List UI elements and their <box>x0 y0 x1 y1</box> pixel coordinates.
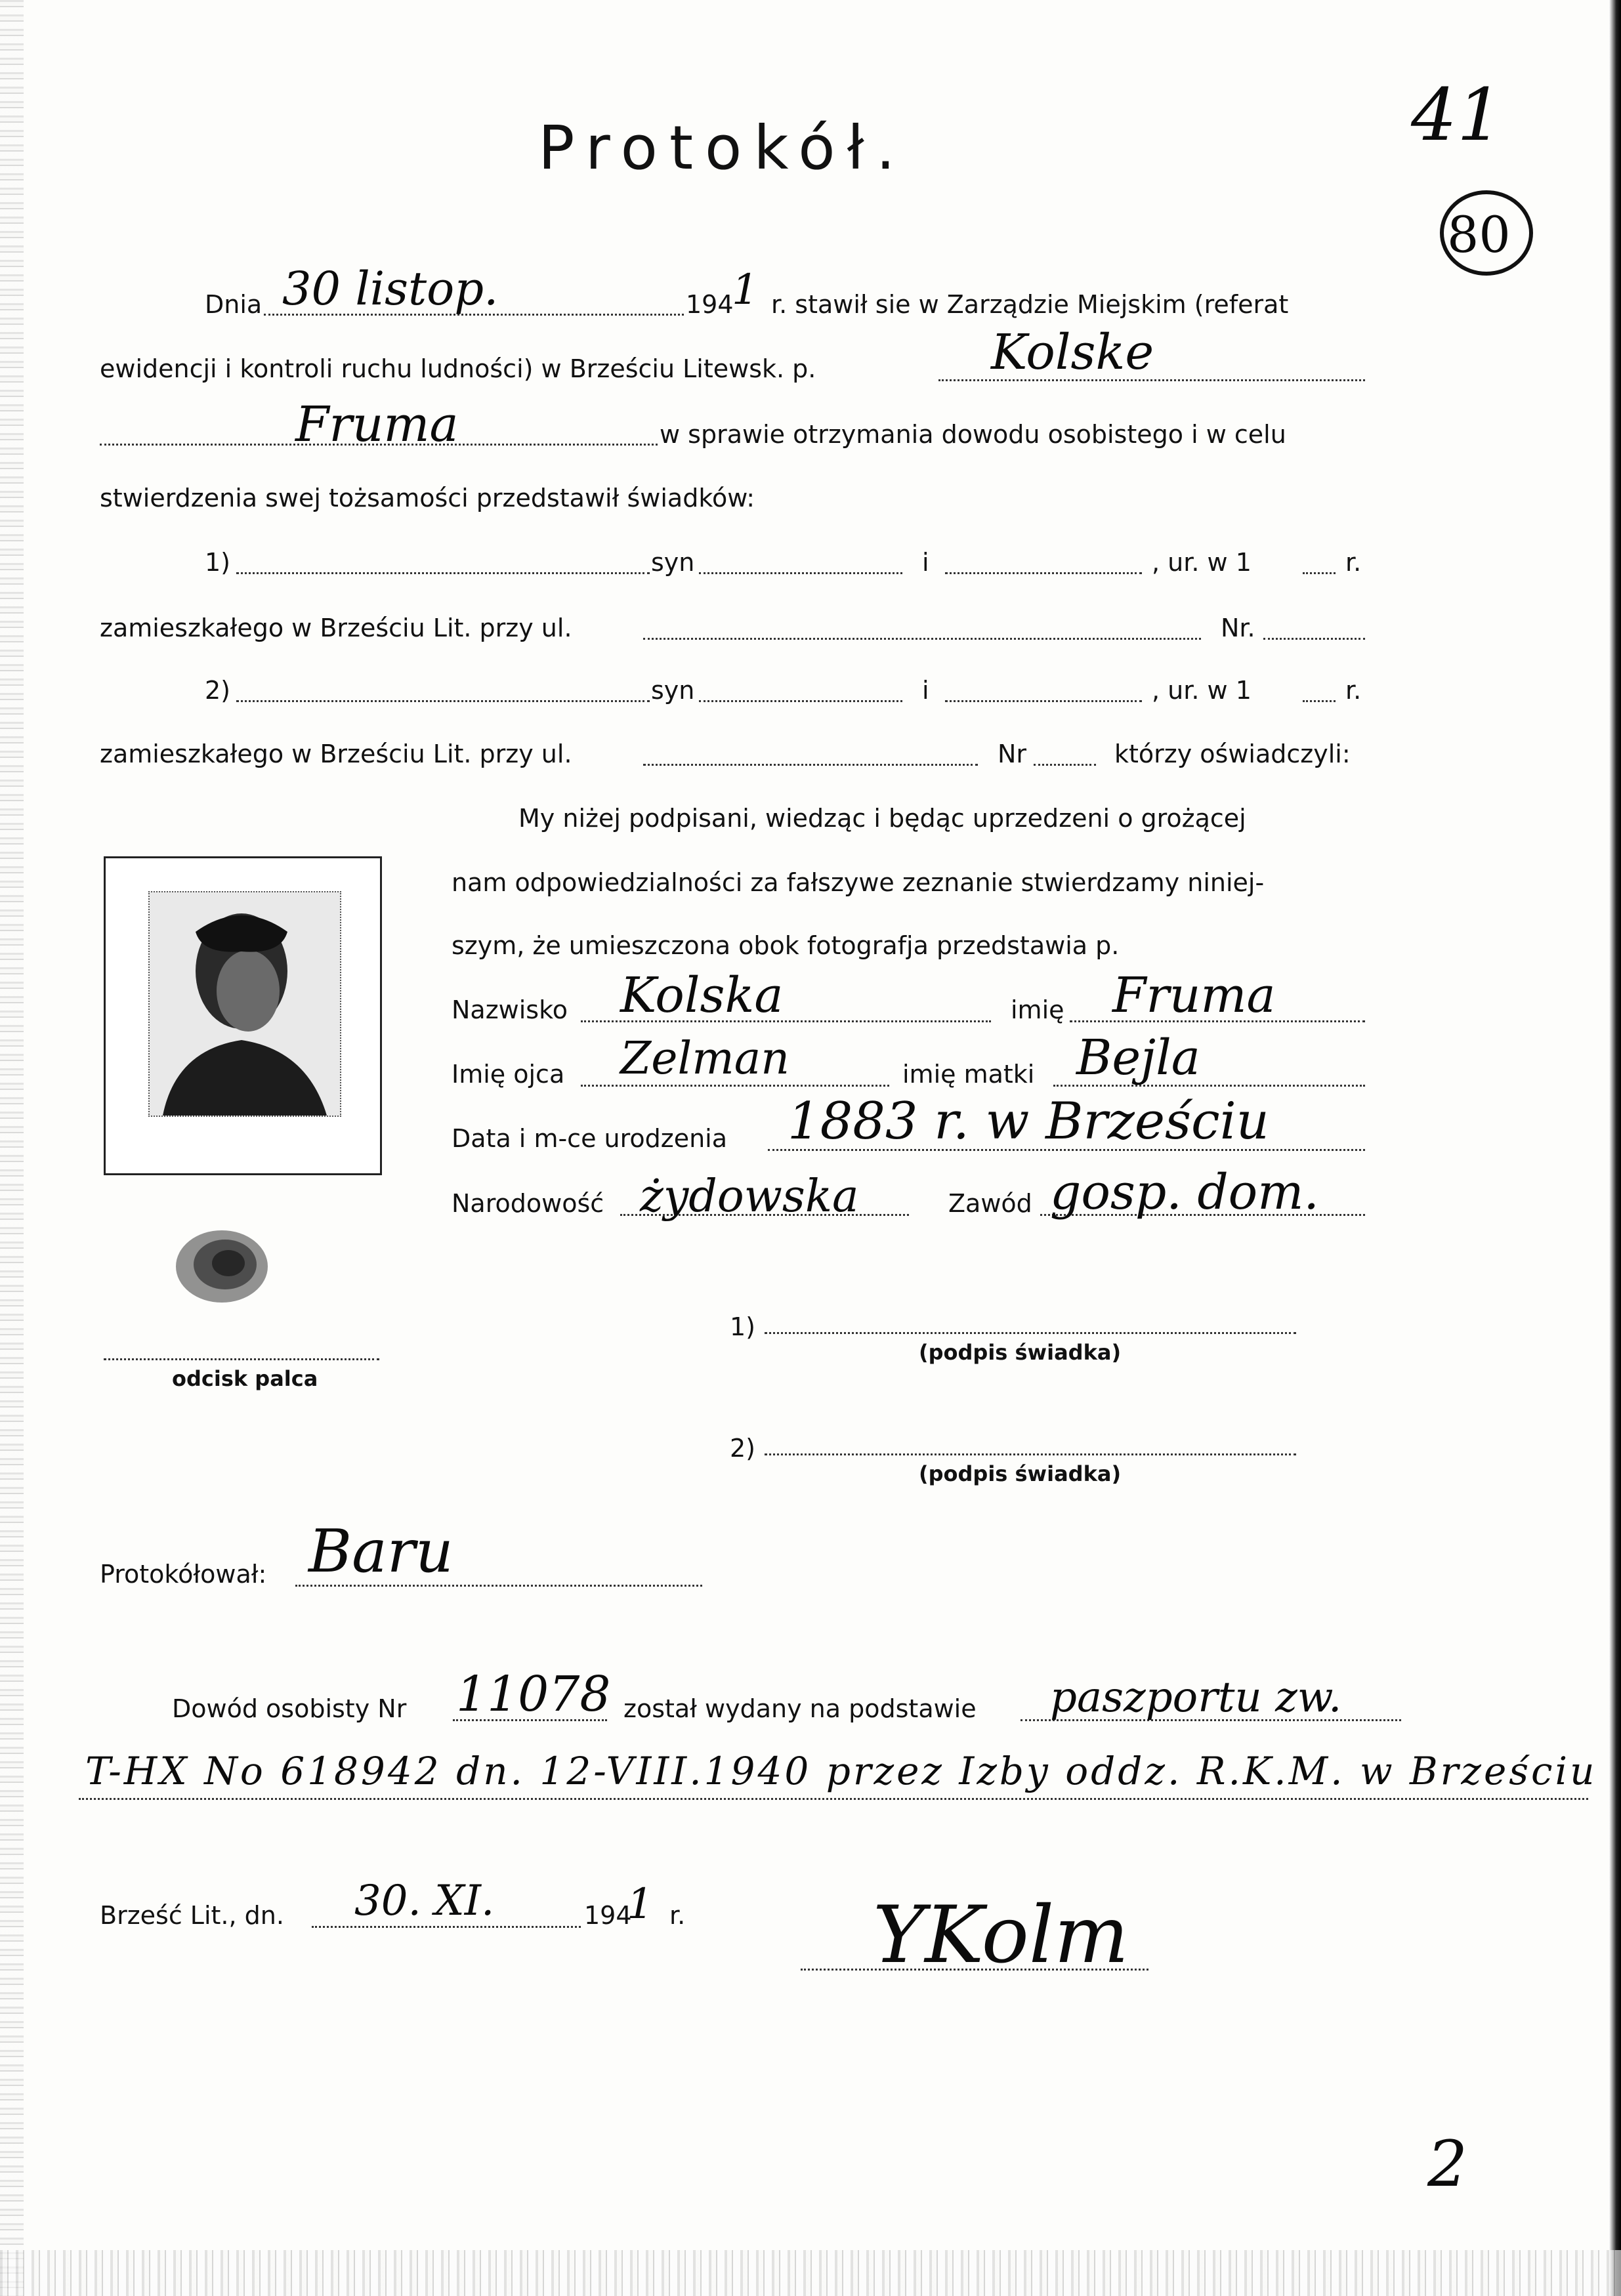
witness2-mother-line <box>945 700 1142 702</box>
photo-frame <box>104 856 382 1175</box>
witness1-addr-label: zamieszkałego w Brześciu Lit. przy ul. <box>100 614 572 642</box>
witness1-r: r. <box>1345 548 1362 577</box>
firstname-value: Fruma <box>295 396 459 453</box>
fingerprint-caption: odcisk palca <box>172 1366 318 1391</box>
nazwisko-value: Kolska <box>620 967 784 1024</box>
circled-number: 80 <box>1447 205 1511 264</box>
witness1-i: i <box>922 548 929 577</box>
dowod-number: 11078 <box>456 1666 611 1722</box>
footer-year-prefix: 194 <box>584 1901 632 1930</box>
ojciec-value: Zelman <box>620 1033 790 1085</box>
matka-label: imię matki <box>902 1060 1035 1089</box>
dowod-text-mid: został wydany na podstawie <box>623 1694 977 1723</box>
matka-value: Bejla <box>1076 1030 1200 1086</box>
imie-label: imię <box>1011 995 1064 1024</box>
footer-date: 30. XI. <box>354 1877 495 1925</box>
witness2-syn: syn <box>651 676 695 705</box>
witness1-syn: syn <box>651 548 695 577</box>
witness2-tail: którzy oświadczyli: <box>1114 740 1351 768</box>
page-title: Protokół. <box>538 113 907 183</box>
dowod-line2-dots <box>79 1798 1588 1800</box>
fingerprint-icon <box>169 1217 274 1316</box>
bottom-mark: 2 <box>1427 2127 1468 2201</box>
footer-r: r. <box>669 1901 686 1930</box>
dowod-line2: T-HX No 618942 dn. 12-VIII.1940 przez Izby oddz. R.K.M. w Brześciu <box>85 1749 1597 1793</box>
witness2-r: r. <box>1345 676 1362 705</box>
annotation-top-number: 41 <box>1411 73 1503 157</box>
dowod-basis: paszportu zw. <box>1050 1673 1342 1722</box>
ojciec-label: Imię ojca <box>452 1060 565 1089</box>
witness2-i: i <box>922 676 929 705</box>
dnia-label: Dnia <box>205 290 263 319</box>
dowod-label: Dowód osobisty Nr <box>172 1694 407 1723</box>
witness1-nr: Nr. <box>1221 614 1255 642</box>
imie-value: Fruma <box>1112 967 1276 1024</box>
witness1-name-line <box>236 572 650 574</box>
intro-line4-text: stwierdzenia swej tożsamości przedstawił świadków: <box>100 484 755 512</box>
witness1-mother-line <box>945 572 1142 574</box>
footer-date-line <box>312 1926 581 1928</box>
year-value: 1 <box>732 266 759 314</box>
protokolowal-label: Protokółował: <box>100 1560 267 1589</box>
witness2-ur: , ur. w 1 <box>1152 676 1252 705</box>
zawod-label: Zawód <box>948 1189 1032 1218</box>
signature2-num: 2) <box>730 1434 756 1463</box>
witness1-father-line <box>699 572 902 574</box>
intro-line1-text: r. stawił sie w Zarządzie Miejskim (referat <box>771 290 1289 319</box>
intro-line3-text: w sprawie otrzymania dowodu osobistego i w celu <box>660 420 1286 449</box>
witness1-year-line <box>1303 572 1336 574</box>
witness1-num: 1) <box>205 548 231 577</box>
ojciec-line <box>581 1085 889 1087</box>
witness2-nr: Nr <box>998 740 1027 768</box>
signature2-line <box>765 1453 1296 1455</box>
declaration-line2: nam odpowiedzialności za fałszywe zeznanie stwierdzamy niniej- <box>452 868 1265 897</box>
scan-edge-left <box>0 0 24 2296</box>
witness1-ur: , ur. w 1 <box>1152 548 1252 577</box>
witness2-num: 2) <box>205 676 231 705</box>
portrait-photo <box>148 891 341 1117</box>
protokolowal-value: Baru <box>308 1517 453 1586</box>
witness2-father-line <box>699 700 902 702</box>
declaration-line1: My niżej podpisani, wiedząc i będąc uprzedzeni o grożącej <box>518 804 1246 833</box>
witness2-name-line <box>236 700 650 702</box>
scan-edge-right <box>1609 0 1621 2296</box>
zawod-value: gosp. dom. <box>1050 1164 1319 1221</box>
signature2-caption: (podpis świadka) <box>919 1461 1122 1486</box>
footer-signature: YKolm <box>873 1890 1129 1981</box>
narodowosc-label: Narodowość <box>452 1189 604 1218</box>
footer-place: Brześć Lit., dn. <box>100 1901 284 1930</box>
witness2-year-line <box>1303 700 1336 702</box>
signature1-num: 1) <box>730 1312 756 1341</box>
surname-value: Kolske <box>991 324 1154 381</box>
declaration-line3: szym, że umieszczona obok fotografja przedstawia p. <box>452 931 1120 960</box>
witness1-street-line <box>643 638 1201 640</box>
urodzenie-value: 1883 r. w Brześciu <box>788 1092 1269 1151</box>
intro-line2-text: ewidencji i kontroli ruchu ludności) w Brześciu Litewsk. p. <box>100 354 816 383</box>
dnia-value: 30 listop. <box>282 262 499 316</box>
signature1-line <box>765 1332 1296 1334</box>
witness2-nr-line <box>1034 764 1096 766</box>
signature1-caption: (podpis świadka) <box>919 1340 1122 1365</box>
witness2-street-line <box>643 764 978 766</box>
urodzenie-label: Data i m-ce urodzenia <box>452 1124 728 1153</box>
fingerprint-line <box>104 1358 379 1360</box>
witness1-nr-line <box>1263 638 1365 640</box>
scan-edge-bottom <box>0 2250 1621 2296</box>
nazwisko-label: Nazwisko <box>452 995 568 1024</box>
narodowosc-value: żydowska <box>640 1171 859 1222</box>
footer-year-value: 1 <box>627 1880 654 1929</box>
witness2-addr-label: zamieszkałego w Brześciu Lit. przy ul. <box>100 740 572 768</box>
year-prefix: 194 <box>686 290 734 319</box>
